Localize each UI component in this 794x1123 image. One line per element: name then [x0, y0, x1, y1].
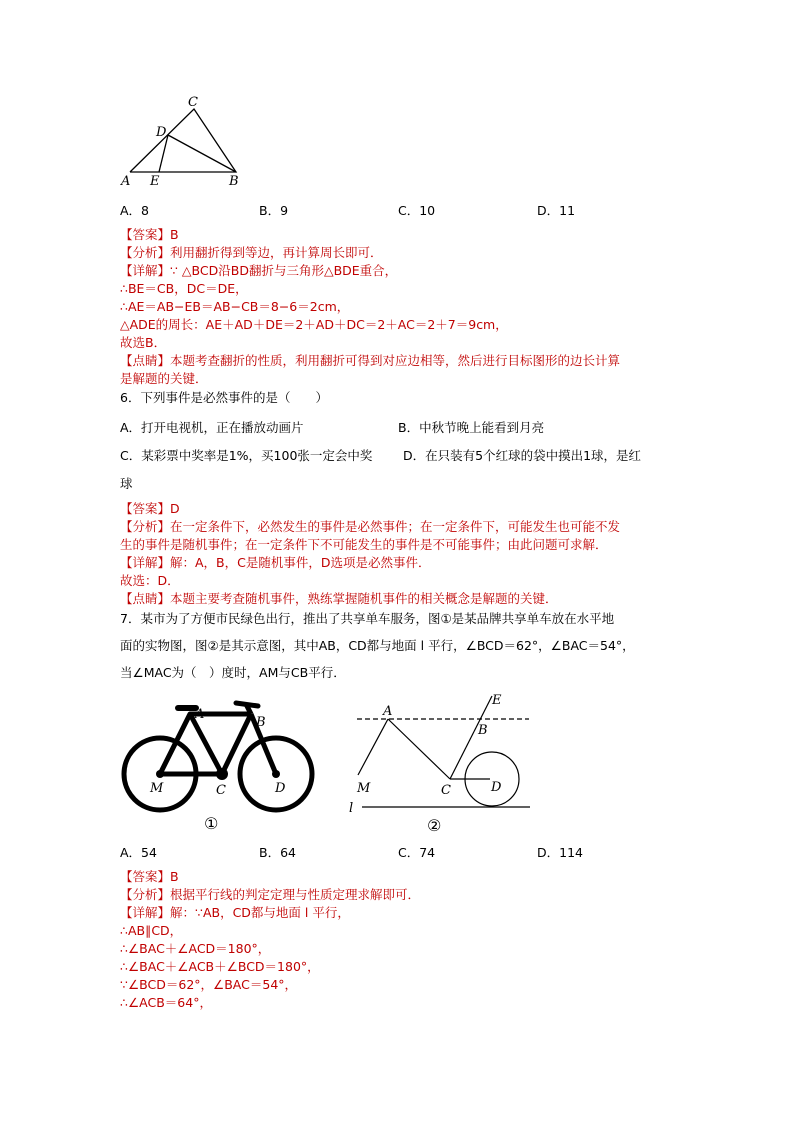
- q5-comment-line: 【点睛】本题考查翻折的性质，利用翻折可得到对应边相等，然后进行目标图形的边长计算: [120, 353, 621, 368]
- q5-comment-line: 是解题的关键．: [120, 371, 208, 386]
- label-M: M: [357, 781, 371, 796]
- label-C: C: [188, 95, 198, 110]
- label-A: A: [121, 174, 131, 189]
- label-C: C: [441, 783, 451, 798]
- q7-detail-line: ∴∠BAC＋∠ACB＋∠BCD＝180°，: [120, 959, 320, 974]
- q7-option-d: D．114: [537, 845, 583, 860]
- q6-answer: 【答案】D: [120, 501, 180, 516]
- label-E: E: [150, 174, 160, 189]
- q7-answer: 【答案】B: [120, 869, 179, 884]
- label-A: A: [383, 704, 393, 719]
- q6-analysis-line: 【分析】在一定条件下，必然发生的事件是必然事件；在一定条件下，可能发生也可能不发: [120, 519, 621, 534]
- q6-option-a: A．打开电视机，正在播放动画片: [120, 420, 304, 435]
- q7-detail-line: ∴∠BAC＋∠ACD＝180°，: [120, 941, 271, 956]
- q6-option-d: D．在只装有5个红球的袋中摸出1球，是红: [403, 448, 642, 463]
- q6-detail-line: 故选：D．: [120, 573, 180, 588]
- label-D: D: [275, 781, 286, 796]
- q7-schematic-figure: [342, 688, 537, 836]
- label-D: D: [156, 125, 167, 140]
- q6-detail-line: 【详解】解：A，B，C是随机事件，D选项是必然事件．: [120, 555, 431, 570]
- q5-option-a: A．8: [120, 203, 150, 218]
- q6-stem: 6．下列事件是必然事件的是（ ）: [120, 390, 328, 405]
- figure-1-caption: ①: [204, 814, 219, 833]
- label-C: C: [216, 783, 226, 798]
- label-A: A: [195, 707, 205, 722]
- q7-stem-line: 面的实物图，图②是其示意图，其中AB，CD都与地面 l 平行，∠BCD＝62°，∠BAC＝54°，: [120, 638, 635, 653]
- q7-detail-line: ∵∠BCD＝62°，∠BAC＝54°，: [120, 977, 298, 992]
- q7-stem-line: 7．某市为了方便市民绿色出行，推出了共享单车服务，图①是某品牌共享单车放在水平地: [120, 611, 615, 626]
- q5-answer: 【答案】B: [120, 227, 179, 242]
- q5-option-d: D．11: [537, 203, 576, 218]
- q7-detail-line: ∴AB∥CD，: [120, 923, 183, 938]
- q6-comment: 【点睛】本题主要考查随机事件，熟练掌握随机事件的相关概念是解题的关键．: [120, 591, 558, 606]
- label-B: B: [256, 715, 266, 730]
- q7-stem-line: 当∠MAC为（ ）度时，AM与CB平行．: [120, 665, 346, 680]
- q5-detail-line: △ADE的周长：AE＋AD＋DE＝2＋AD＋DC＝2＋AC＝2＋7＝9cm，: [120, 317, 508, 332]
- q6-analysis-line: 生的事件是随机事件；在一定条件下不可能发生的事件是不可能事件；由此问题可求解．: [120, 537, 608, 552]
- q7-option-c: C．74: [398, 845, 436, 860]
- q6-option-d-cont: 球: [120, 476, 133, 491]
- q5-detail-line: ∴AE＝AB−EB＝AB−CB＝8−6＝2cm，: [120, 299, 350, 314]
- q7-bicycle-figure: [118, 698, 328, 838]
- q7-option-b: B．64: [259, 845, 296, 860]
- label-B: B: [229, 174, 239, 189]
- q5-option-b: B．9: [259, 203, 289, 218]
- q7-option-a: A．54: [120, 845, 157, 860]
- q5-detail-line: ∴BE＝CB，DC＝DE，: [120, 281, 248, 296]
- q7-detail-line: ∴∠ACB＝64°，: [120, 995, 212, 1010]
- q5-analysis: 【分析】利用翻折得到等边，再计算周长即可．: [120, 245, 383, 260]
- q5-triangle-figure: [118, 92, 248, 190]
- q5-detail-line: 【详解】∵ △BCD沿BD翻折与三角形△BDE重合，: [120, 263, 398, 278]
- label-D: D: [491, 780, 502, 795]
- label-l: l: [349, 801, 354, 816]
- q7-detail-line: 【详解】解：∵AB，CD都与地面 l 平行，: [120, 905, 350, 920]
- q5-option-c: C．10: [398, 203, 436, 218]
- label-E: E: [492, 693, 502, 708]
- q7-analysis: 【分析】根据平行线的判定定理与性质定理求解即可．: [120, 887, 421, 902]
- q6-option-b: B．中秋节晚上能看到月亮: [398, 420, 545, 435]
- q5-detail-line: 故选B．: [120, 335, 167, 350]
- q6-option-c: C．某彩票中奖率是1%，买100张一定会中奖: [120, 448, 373, 463]
- label-B: B: [478, 723, 488, 738]
- label-M: M: [150, 781, 164, 796]
- figure-2-caption: ②: [427, 816, 442, 835]
